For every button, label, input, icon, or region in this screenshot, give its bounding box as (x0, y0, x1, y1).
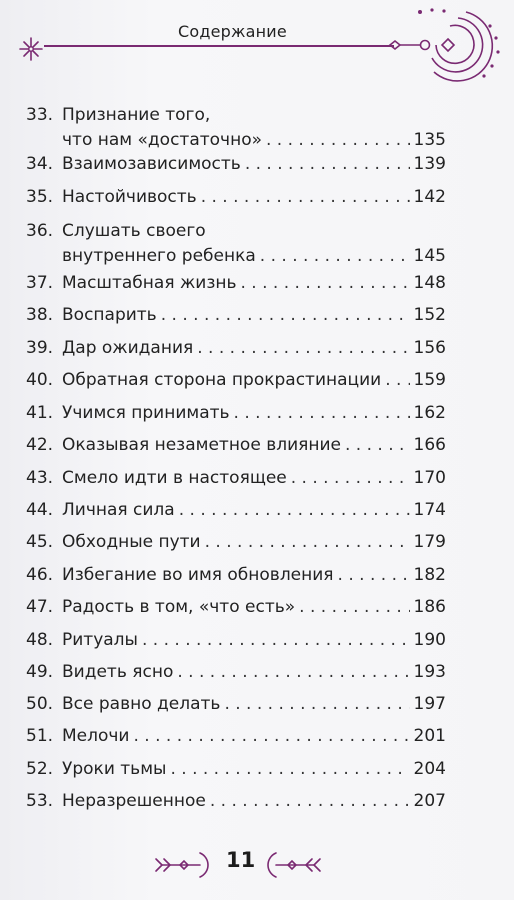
leader-dots (142, 628, 410, 653)
leader-dots (266, 128, 410, 153)
entry-number: 52. (26, 759, 54, 779)
leader-dots (177, 660, 409, 685)
entry-number: 37. (26, 273, 54, 293)
entry-title-line: внутреннего ребенка (62, 246, 256, 266)
entry-title: Обходные пути (62, 532, 201, 552)
entry-page: 145 (413, 246, 446, 266)
entry-page: 162 (413, 403, 446, 423)
leader-dots (299, 595, 409, 620)
leader-dots (210, 789, 410, 814)
entry-title-line: Слушать своего (62, 221, 206, 241)
entry-page: 139 (413, 154, 446, 174)
entry-title: Радость в том, «что есть» (62, 597, 296, 617)
entry-page: 135 (413, 130, 446, 150)
entry-number: 53. (26, 791, 54, 811)
entry-page: 193 (413, 662, 446, 682)
entry-number: 49. (26, 662, 54, 682)
entry-title: Учимся принимать (62, 403, 230, 423)
entry-number: 40. (26, 370, 54, 390)
header-rule (44, 45, 394, 47)
entry-title: Обратная сторона прокрастинации (62, 370, 382, 390)
leader-dots (385, 368, 409, 393)
leader-dots (179, 498, 410, 523)
entry-page: 182 (413, 565, 446, 585)
entry-title-line: что нам «достаточно» (62, 130, 262, 150)
entry-page: 207 (413, 791, 446, 811)
entry-title: Все равно делать (62, 694, 221, 714)
leader-dots (241, 271, 410, 296)
entry-page: 197 (413, 694, 446, 714)
entry-title: Избегание во имя обновления (62, 565, 334, 585)
entry-page: 201 (413, 726, 446, 746)
entry-title: Взаимозависимость (62, 154, 241, 174)
entry-number: 45. (26, 532, 54, 552)
entry-page: 179 (413, 532, 446, 552)
entry-number: 44. (26, 500, 54, 520)
entry-number: 46. (26, 565, 54, 585)
leader-dots (134, 724, 410, 749)
entry-number: 36. (26, 221, 54, 241)
leader-dots (338, 563, 410, 588)
entry-page: 204 (413, 759, 446, 779)
entry-number: 50. (26, 694, 54, 714)
entry-number: 47. (26, 597, 54, 617)
entry-title: Мелочи (62, 726, 130, 746)
leader-dots (291, 466, 410, 491)
page-title: Содержание (178, 22, 287, 41)
entry-title: Видеть ясно (62, 662, 174, 682)
entry-title: Ритуалы (62, 630, 138, 650)
entry-page: 186 (413, 597, 446, 617)
entry-title: Настойчивость (62, 187, 197, 207)
entry-number: 42. (26, 435, 54, 455)
entry-number: 39. (26, 338, 54, 358)
entry-title: Личная сила (62, 500, 175, 520)
leader-dots (201, 185, 410, 210)
leader-dots (197, 336, 409, 361)
leader-dots (161, 303, 410, 328)
entry-number: 51. (26, 726, 54, 746)
entry-page: 170 (413, 468, 446, 488)
entry-number: 48. (26, 630, 54, 650)
leader-dots (245, 152, 410, 177)
star-icon (14, 36, 48, 62)
entry-number: 34. (26, 154, 54, 174)
entry-number: 43. (26, 468, 54, 488)
page-number: 11 (226, 848, 256, 872)
entry-page: 159 (413, 370, 446, 390)
entry-page: 152 (413, 305, 446, 325)
entry-title: Дар ожидания (62, 338, 194, 358)
entry-title-line: Признание того, (62, 105, 211, 125)
leader-dots (224, 692, 409, 717)
leader-dots (234, 401, 410, 426)
spiral-ornament-icon (388, 8, 508, 88)
entry-title: Воспарить (62, 305, 157, 325)
entry-number: 41. (26, 403, 54, 423)
entry-page: 174 (413, 500, 446, 520)
entry-title: Неразрешенное (62, 791, 206, 811)
entry-title: Смело идти в настоящее (62, 468, 287, 488)
entry-page: 156 (413, 338, 446, 358)
entry-page: 142 (413, 187, 446, 207)
entry-page: 148 (413, 273, 446, 293)
entry-number: 38. (26, 305, 54, 325)
leader-dots (260, 244, 410, 269)
entry-title: Масштабная жизнь (62, 273, 237, 293)
entry-page: 190 (413, 630, 446, 650)
leader-dots (205, 530, 410, 555)
entry-number: 35. (26, 187, 54, 207)
entry-page: 166 (413, 435, 446, 455)
leader-dots (345, 433, 410, 458)
entry-title: Оказывая незаметное влияние (62, 435, 341, 455)
entry-number: 33. (26, 105, 54, 125)
entry-title: Уроки тьмы (62, 759, 167, 779)
leader-dots (170, 757, 409, 782)
